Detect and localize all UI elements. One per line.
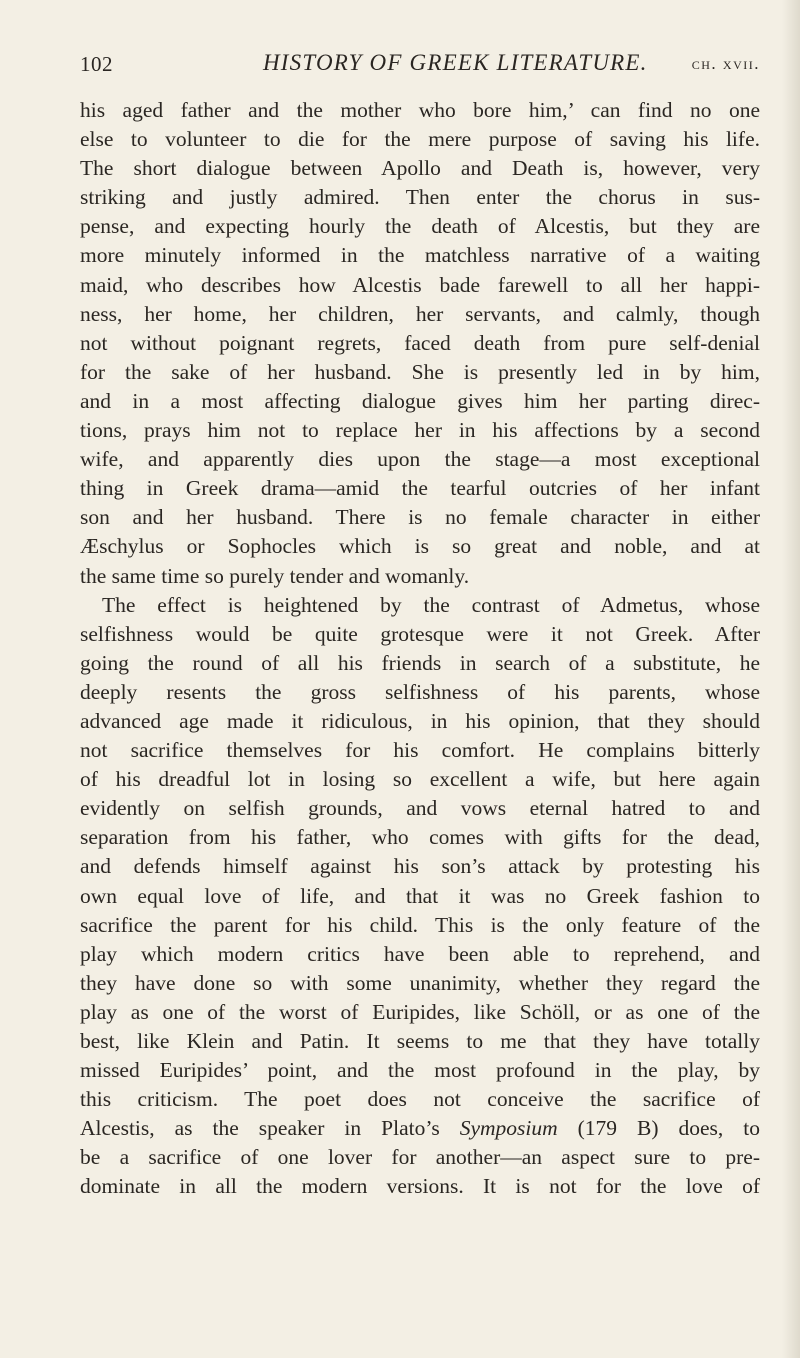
book-title: HISTORY OF GREEK LITERATURE.: [263, 50, 648, 75]
page-number: 102: [80, 52, 113, 76]
text-line: play which modern critics have been able to reprehend, and: [80, 941, 760, 966]
text-line: Alcestis, as the speaker in Plato’s Symposium (179 B) does, to: [80, 1116, 761, 1141]
text-line: deeply resents the gross selfishness of his parents, whose: [80, 679, 760, 704]
text-line: The short dialogue between Apollo and Death is, however, very: [80, 156, 760, 181]
text-line: the same time so purely tender and womanly.: [80, 563, 470, 588]
text-line: striking and justly admired. Then enter the chorus in sus-: [80, 185, 760, 210]
text-line: maid, who describes how Alcestis bade farewell to all her happi-: [80, 272, 760, 297]
text-line: selfishness would be quite grotesque were it not Greek. After: [80, 621, 760, 646]
text-line: The effect is heightened by the contrast of Admetus, whose: [102, 592, 760, 617]
text-line: missed Euripides’ point, and the most profound in the play, by: [80, 1058, 760, 1083]
text-line: his aged father and the mother who bore him,’ can find no one: [80, 98, 760, 122]
text-line: not without poignant regrets, faced death from pure self-denial: [80, 330, 760, 355]
text-line: evidently on selfish grounds, and vows eternal hatred to and: [80, 796, 760, 821]
text-line: more minutely informed in the matchless narrative of a waiting: [80, 243, 760, 268]
text-line: best, like Klein and Patin. It seems to me that they have totally: [80, 1029, 760, 1053]
text-line: for the sake of her husband. She is presently led in by him,: [80, 359, 760, 384]
text-line: they have done so with some unanimity, whether they regard the: [80, 970, 760, 995]
text-line: else to volunteer to die for the mere purpose of saving his life.: [80, 127, 760, 152]
text-line: wife, and apparently dies upon the stage—a most exceptional: [80, 447, 760, 472]
text-line: Æschylus or Sophocles which is so great and noble, and at: [80, 534, 760, 559]
text-line: tions, prays him not to replace her in his affections by a second: [80, 418, 760, 443]
text-line: son and her husband. There is no female character in either: [80, 505, 760, 530]
text-line: not sacrifice themselves for his comfort. He complains bitterly: [80, 738, 760, 763]
text-line: own equal love of life, and that it was no Greek fashion to: [80, 883, 760, 908]
text-line: dominate in all the modern versions. It is not for the love of: [80, 1174, 760, 1199]
text-line: play as one of the worst of Euripides, like Schöll, or as one of the: [80, 999, 760, 1024]
text-line: going the round of all his friends in search of a substitute, he: [80, 650, 760, 675]
text-line: of his dreadful lot in losing so excellent a wife, but here again: [80, 767, 760, 792]
text-line: advanced age made it ridiculous, in his opinion, that they should: [80, 708, 760, 733]
text-line: be a sacrifice of one lover for another—an aspect sure to pre-: [80, 1145, 760, 1170]
text-line: this criticism. The poet does not conceive the sacrifice of: [80, 1087, 760, 1112]
body-text: [80, 96, 760, 1202]
text-line: separation from his father, who comes with gifts for the dead,: [80, 825, 760, 850]
text-line: sacrifice the parent for his child. This is the only feature of the: [80, 912, 760, 937]
text-line: pense, and expecting hourly the death of Alcestis, but they are: [80, 214, 760, 239]
text-line: and defends himself against his son’s attack by protesting his: [80, 854, 760, 879]
chapter-reference: ch. xvii.: [691, 54, 760, 73]
text-line: ness, her home, her children, her servants, and calmly, though: [80, 301, 760, 326]
running-head: [80, 52, 760, 82]
text-line: and in a most affecting dialogue gives him her parting direc-: [80, 388, 760, 413]
text-line: thing in Greek drama—amid the tearful outcries of her infant: [80, 476, 760, 501]
page-edge-shadow: [782, 0, 800, 1358]
work-title: Symposium: [459, 1116, 558, 1141]
